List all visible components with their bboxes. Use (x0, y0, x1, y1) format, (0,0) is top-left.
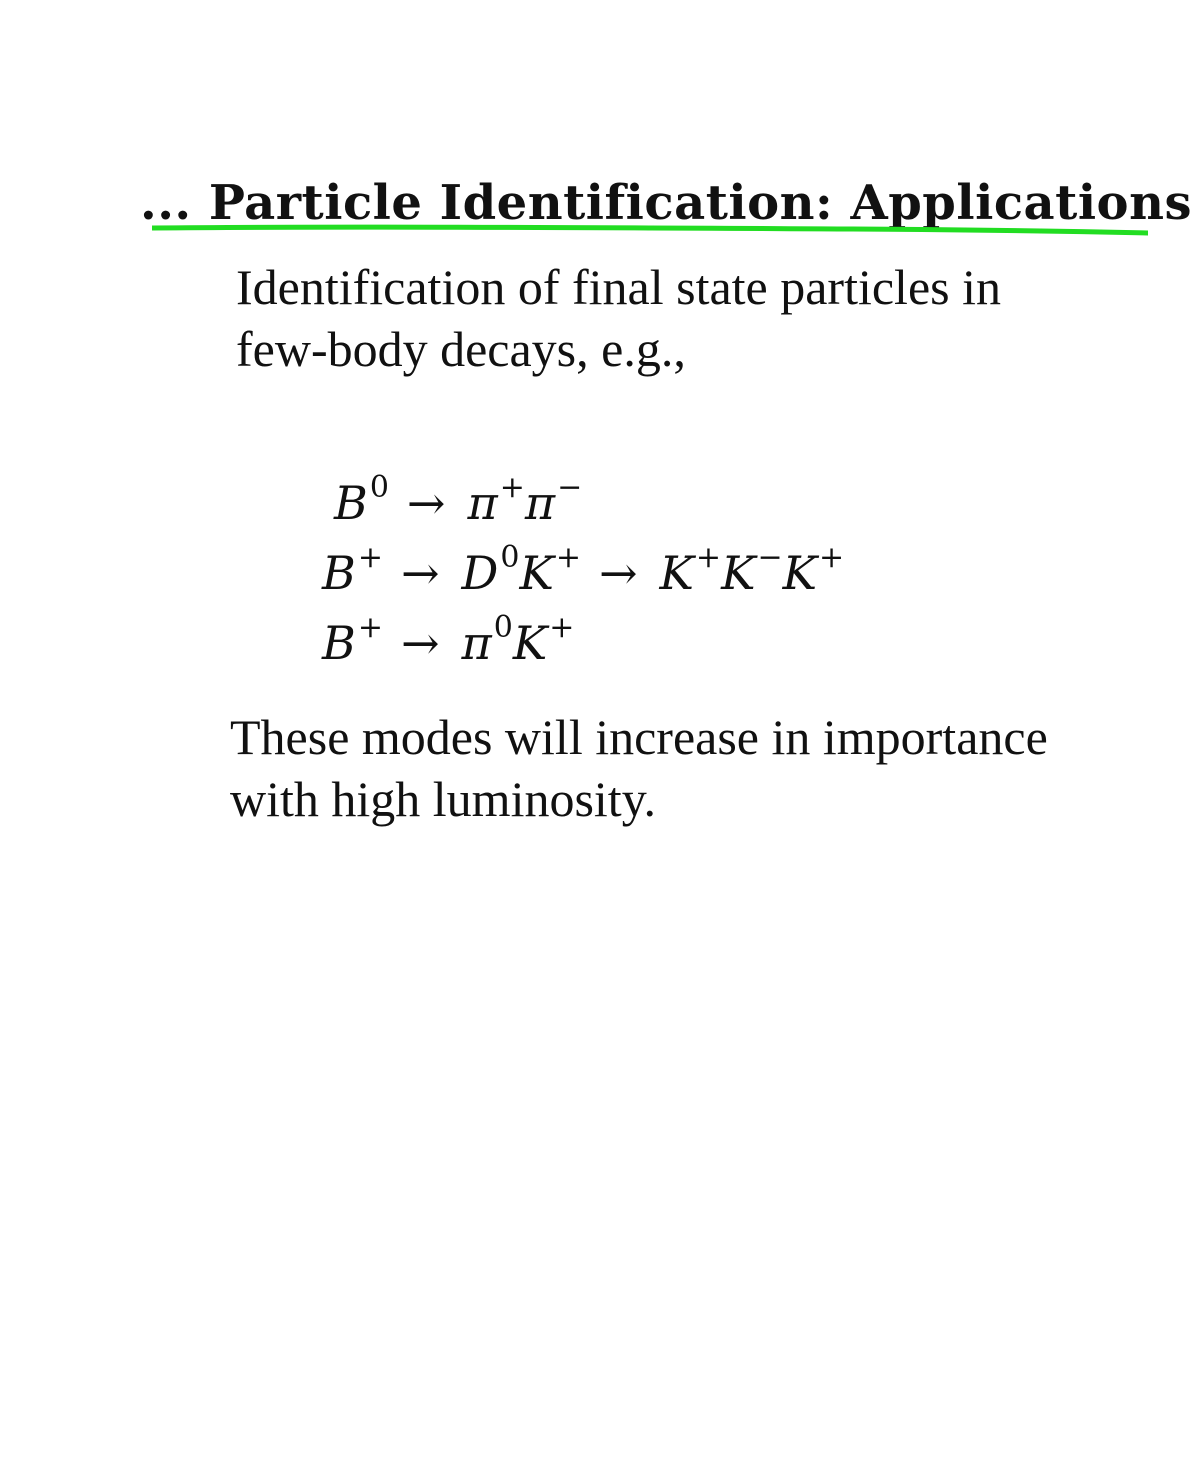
decay-equation-2 (322, 539, 845, 608)
particle-charge: + (695, 539, 722, 575)
decay-equations (320, 470, 1020, 670)
particle-base: K (512, 616, 548, 670)
particle-base: D (461, 546, 499, 600)
particle-charge: + (357, 539, 383, 575)
particle-charge: + (357, 609, 383, 645)
particle-symbol (659, 539, 722, 600)
slide-title: ... Particle Identification: Applications (140, 175, 1192, 231)
particle-base: K (519, 546, 554, 600)
arrow-symbol: → (406, 476, 446, 530)
particle-charge: + (499, 469, 525, 505)
particle-symbol (721, 539, 783, 600)
particle-base: B (322, 616, 356, 670)
particle-symbol (782, 539, 845, 600)
intro-paragraph (236, 256, 1001, 380)
title-underline (152, 224, 1148, 236)
outro-line-1: These modes will increase in importance (230, 709, 1048, 765)
particle-charge: − (557, 469, 583, 505)
particle-base: K (659, 546, 694, 600)
arrow-symbol: → (599, 546, 638, 600)
particle-base: K (721, 546, 756, 600)
particle-symbol (322, 539, 383, 600)
particle-symbol (461, 539, 520, 600)
outro-line-2: with high luminosity. (230, 771, 656, 827)
particle-charge: + (549, 609, 575, 645)
particle-symbol (467, 469, 525, 530)
particle-charge: + (555, 539, 581, 575)
particle-charge: − (757, 539, 783, 575)
arrow-symbol: → (400, 616, 440, 670)
particle-base: K (782, 546, 817, 600)
particle-symbol (524, 469, 583, 530)
particle-base: B (322, 546, 356, 600)
particle-base: π (461, 616, 492, 670)
particle-base: π (467, 476, 498, 530)
outro-paragraph (230, 706, 1048, 830)
decay-equation-3 (322, 609, 575, 678)
intro-line-2: few-body decays, e.g., (236, 321, 686, 377)
particle-symbol (519, 539, 581, 600)
particle-charge: 0 (493, 609, 513, 645)
particle-charge: 0 (500, 539, 520, 575)
particle-base: π (524, 476, 556, 530)
slide-title-block (140, 168, 1192, 248)
intro-line-1: Identification of final state particles in (236, 259, 1001, 315)
particle-symbol (334, 469, 389, 530)
particle-charge: 0 (369, 469, 389, 505)
decay-equation-1 (334, 469, 583, 538)
particle-base: B (334, 476, 368, 530)
particle-symbol (461, 609, 513, 670)
arrow-symbol: → (400, 546, 440, 600)
particle-charge: + (818, 539, 845, 575)
particle-symbol (322, 609, 383, 670)
particle-symbol (512, 609, 575, 670)
